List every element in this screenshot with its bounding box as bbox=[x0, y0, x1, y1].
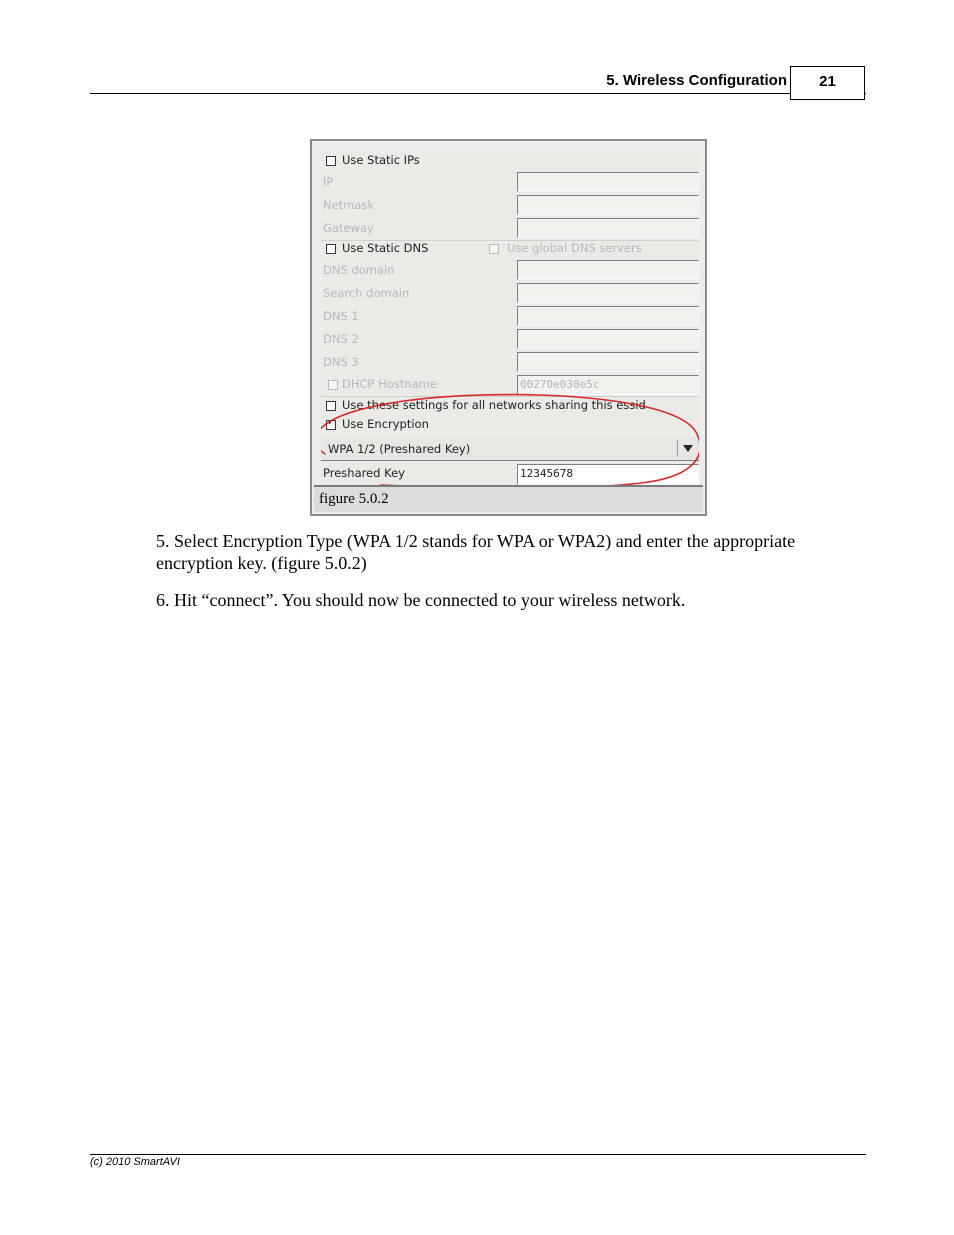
encryption-type-select[interactable] bbox=[321, 437, 699, 461]
figure-caption: figure 5.0.2 bbox=[319, 491, 389, 507]
dns3-input[interactable] bbox=[517, 352, 699, 372]
dns1-label: DNS 1 bbox=[323, 309, 359, 323]
dhcp-hostname-label: DHCP Hostname bbox=[342, 377, 437, 391]
page-number: 21 bbox=[819, 73, 836, 90]
dns2-input[interactable] bbox=[517, 329, 699, 349]
footer-rule bbox=[90, 1154, 866, 1155]
netmask-label: Netmask bbox=[323, 198, 375, 212]
checkmark-icon: ✓ bbox=[327, 417, 336, 428]
step-6-paragraph: 6. Hit “connect”. You should now be connected to your wireless network. bbox=[156, 590, 686, 610]
ip-label: IP bbox=[323, 175, 334, 189]
use-static-ips-checkbox[interactable] bbox=[326, 156, 336, 166]
header-rule bbox=[90, 93, 866, 94]
use-static-dns-label: Use Static DNS bbox=[342, 241, 429, 255]
step-5-paragraph: 5. Select Encryption Type (WPA 1/2 stands for WPA or WPA2) and enter the appropriate encryption key. (figure 5.0.2) bbox=[156, 531, 796, 573]
encryption-type-value: WPA 1/2 (Preshared Key) bbox=[328, 442, 471, 456]
ip-input[interactable] bbox=[517, 172, 699, 192]
figure-caption-bar bbox=[314, 485, 703, 512]
preshared-key-label: Preshared Key bbox=[323, 466, 405, 480]
section-title: 5. Wireless Configuration bbox=[606, 72, 787, 89]
chevron-down-icon bbox=[683, 445, 693, 452]
figure-screenshot bbox=[310, 139, 707, 516]
dropdown-divider bbox=[677, 440, 678, 457]
use-encryption-checkbox[interactable] bbox=[326, 417, 336, 430]
gateway-input[interactable] bbox=[517, 218, 699, 238]
use-settings-all-label: Use these settings for all networks sharing this essid bbox=[342, 398, 646, 412]
search-domain-input[interactable] bbox=[517, 283, 699, 303]
network-settings-panel bbox=[321, 152, 699, 487]
gateway-label: Gateway bbox=[323, 221, 374, 235]
page-number-box bbox=[790, 66, 865, 100]
use-static-dns-checkbox[interactable] bbox=[326, 244, 336, 254]
dhcp-hostname-checkbox[interactable] bbox=[328, 380, 338, 390]
row-divider bbox=[321, 396, 699, 397]
use-global-dns-label: Use global DNS servers bbox=[507, 241, 642, 255]
use-static-ips-label: Use Static IPs bbox=[342, 153, 420, 167]
preshared-key-input[interactable]: 12345678 bbox=[517, 464, 699, 485]
netmask-input[interactable] bbox=[517, 195, 699, 215]
dns2-label: DNS 2 bbox=[323, 332, 359, 346]
dns-domain-input[interactable] bbox=[517, 260, 699, 280]
dns1-input[interactable] bbox=[517, 306, 699, 326]
dhcp-hostname-input[interactable]: 00270e030e5c bbox=[517, 375, 699, 395]
dns-domain-label: DNS domain bbox=[323, 263, 395, 277]
use-settings-all-checkbox[interactable] bbox=[326, 401, 336, 411]
search-domain-label: Search domain bbox=[323, 286, 410, 300]
footer-copyright: (c) 2010 SmartAVI bbox=[90, 1156, 180, 1168]
use-global-dns-checkbox[interactable] bbox=[489, 244, 499, 254]
use-encryption-label: Use Encryption bbox=[342, 417, 429, 431]
dns3-label: DNS 3 bbox=[323, 355, 359, 369]
